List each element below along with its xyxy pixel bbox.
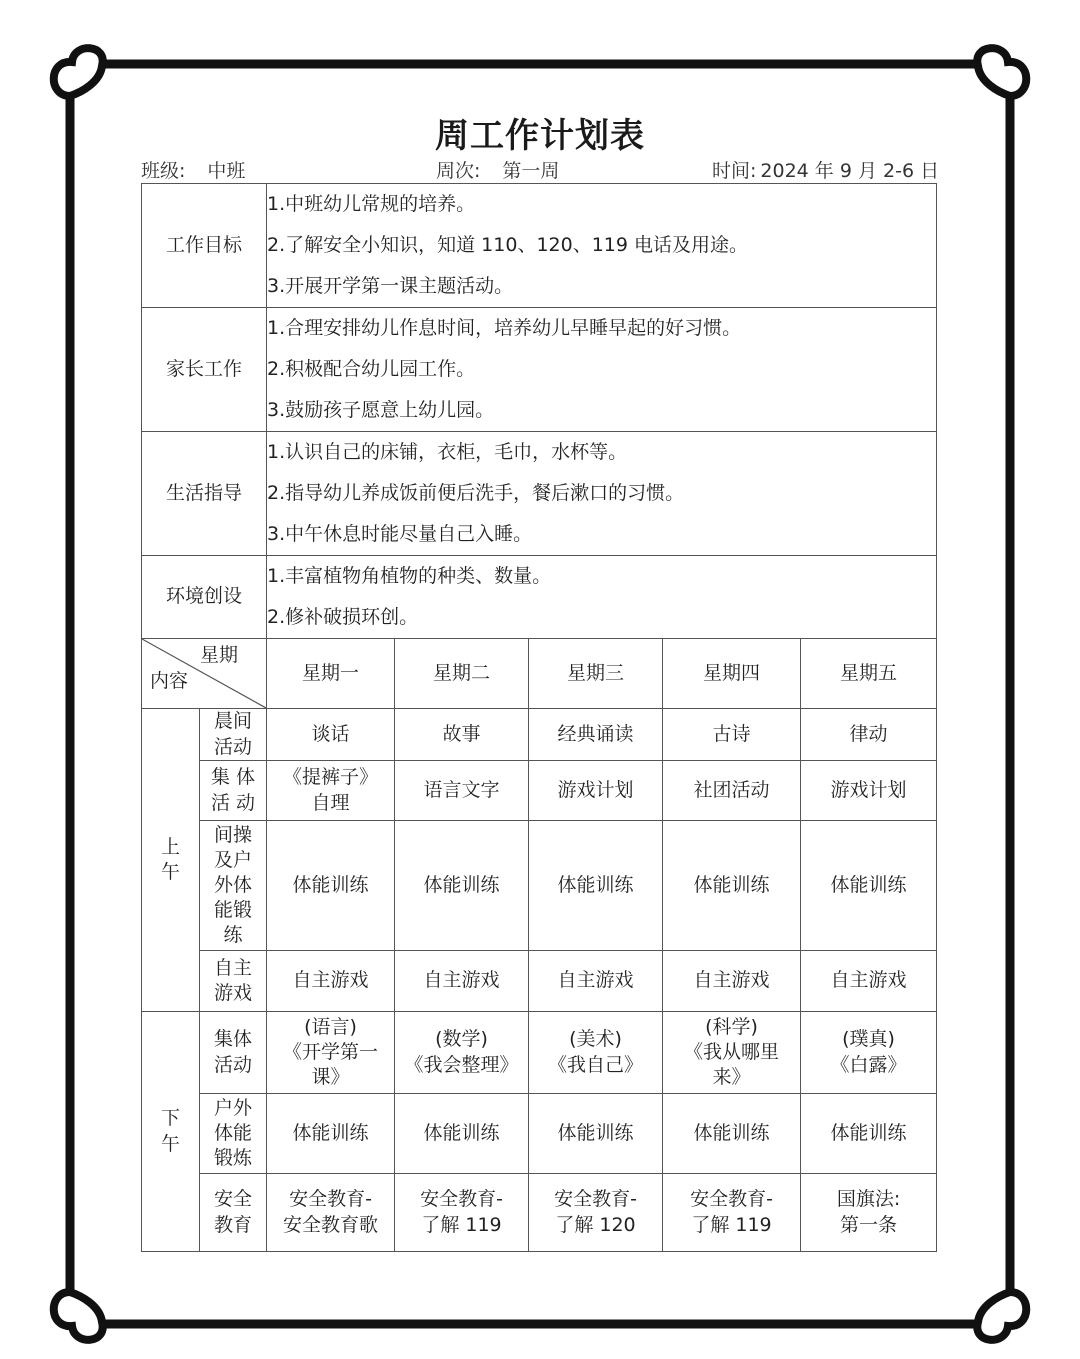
schedule-cell-text [554,1187,637,1237]
cell-line: 谈话 [311,722,350,745]
schedule-cell [663,821,801,951]
activity-line: 户外 [214,1096,253,1119]
section-item: 3.中午休息时能尽量自己入睡。 [267,522,533,545]
cell-line: 社团活动 [693,778,770,801]
schedule-cell [663,761,801,821]
section-items [267,556,937,639]
activity-label [200,761,267,821]
morning-row [142,951,937,1012]
cell-line: 安全教育- [554,1188,637,1211]
morning-row [142,761,937,821]
activity-label [200,709,267,761]
cell-line: 《开学第一 [283,1040,379,1063]
schedule-cell-text [558,968,634,993]
schedule-cell-text [837,1187,900,1237]
label-char: 午 [160,1132,180,1155]
afternoon-label-text [161,1106,180,1156]
schedule-cell [801,951,937,1012]
cell-line: 《白露》 [830,1053,907,1076]
schedule-cell [663,1012,801,1094]
week-label: 周次: [436,160,481,182]
cell-line: 体能训练 [557,1121,634,1144]
schedule-cell-text [690,1187,773,1237]
section-label: 工作目标 [142,184,267,308]
schedule-cell-text [293,968,369,993]
schedule-cell [801,821,937,951]
cell-line: 第一条 [840,1213,898,1236]
week-info [436,156,559,183]
schedule-cell [267,1094,395,1174]
activity-line: 锻炼 [214,1147,253,1170]
schedule-cell [663,1174,801,1252]
cell-line: 《我自己》 [548,1053,644,1076]
schedule-cell-text [850,722,888,747]
cell-line: 安全教育歌 [283,1213,379,1236]
cell-line: 律动 [849,722,888,745]
cell-line: 安全教育- [690,1188,773,1211]
activity-label [200,951,267,1012]
cell-line: 古诗 [712,722,751,745]
schedule-cell [529,709,663,761]
schedule-cell [529,821,663,951]
activity-label-text [211,765,255,815]
section-item: 1.中班幼儿常规的培养。 [267,192,476,215]
section-label: 生活指导 [142,432,267,556]
schedule-cell-text [283,1187,378,1237]
schedule-cell [529,1012,663,1094]
section-label: 环境创设 [142,556,267,639]
schedule-cell-text [831,873,907,898]
class-value: 中班 [207,160,246,182]
schedule-cell-text [424,873,500,898]
section-label: 家长工作 [142,308,267,432]
activity-line: 集体 [214,1028,253,1051]
activity-label-text [214,1187,252,1237]
cell-line: 体能训练 [830,1121,907,1144]
cell-line: 国旗法: [836,1188,901,1211]
cell-line: 体能训练 [292,873,369,896]
schedule-cell-text [684,1015,779,1090]
activity-label [200,1012,267,1094]
activity-line: 练 [223,924,243,947]
section-item: 2.积极配合幼儿园工作。 [267,357,476,380]
section-items [267,308,937,432]
schedule-cell [801,1174,937,1252]
activity-line: 体能 [214,1121,253,1144]
morning-row [142,821,937,951]
schedule-cell [267,761,395,821]
schedule-cell-text [405,1027,519,1077]
page-title: 周工作计划表 [435,116,645,156]
cell-line: 了解 119 [421,1213,502,1236]
schedule-cell-text [548,1027,643,1077]
schedule-cell-text [424,778,500,803]
schedule-cell [267,1012,395,1094]
section-row [142,308,937,432]
section-item: 2.修补破损环创。 [267,605,419,628]
section-item: 1.合理安排幼儿作息时间，培养幼儿早睡早起的好习惯。 [267,316,742,339]
section-item: 2.指导幼儿养成饭前便后洗手，餐后漱口的习惯。 [267,481,685,504]
activity-label-text [214,709,252,759]
activity-line: 活动 [214,735,253,758]
cell-line: 安全教育- [420,1188,503,1211]
cell-line: 来》 [712,1066,751,1089]
schedule-cell [663,709,801,761]
activity-line: 活动 [214,1053,253,1076]
cell-line: 《我会整理》 [404,1053,519,1076]
day-header: 星期四 [663,639,801,709]
schedule-cell [529,761,663,821]
label-char: 午 [160,861,180,883]
section-items [267,432,937,556]
section-item: 2.了解安全小知识，知道 110、120、119 电话及用途。 [267,233,749,256]
schedule-header-row [142,639,937,709]
schedule-cell [663,951,801,1012]
activity-label-text [214,956,252,1006]
class-label: 班级: [141,160,186,182]
activity-line: 安全 [214,1188,253,1211]
schedule-cell-text [831,1121,907,1146]
activity-label [200,1174,267,1252]
diagonal-header-cell [142,639,267,709]
day-header: 星期一 [267,639,395,709]
activity-line: 外体 [214,873,253,896]
day-header: 星期二 [395,639,529,709]
activity-line: 教育 [214,1213,253,1236]
morning-label [142,709,200,1012]
schedule-cell-text [293,873,369,898]
schedule-cell [395,709,529,761]
cell-line: 语言文字 [423,778,500,801]
schedule-cell-text [694,778,770,803]
cell-line: (美术) [569,1028,622,1051]
class-info [141,156,245,183]
activity-line: 自主 [214,956,253,979]
cell-line: 自主游戏 [557,969,634,992]
schedule-cell-text [558,722,634,747]
cell-line: 游戏计划 [557,778,634,801]
cell-line: 故事 [442,722,481,745]
schedule-cell-text [558,778,634,803]
cell-line: (璞真) [842,1028,895,1051]
schedule-cell-text [283,1015,378,1090]
section-item: 1.认识自己的床铺，衣柜，毛巾，水杯等。 [267,440,628,463]
schedule-cell [529,951,663,1012]
label-char: 上 [160,835,180,858]
schedule-cell-text [694,873,770,898]
day-header: 星期五 [801,639,937,709]
activity-line: 活 动 [210,791,256,814]
schedule-cell-text [558,873,634,898]
schedule-cell-text [424,1121,500,1146]
activity-label-text [214,1027,252,1077]
cell-line: 了解 119 [691,1213,772,1236]
cell-line: 体能训练 [693,873,770,896]
schedule-cell-text [420,1187,503,1237]
schedule-cell-text [293,1121,369,1146]
morning-row [142,709,937,761]
section-item: 3.鼓励孩子愿意上幼儿园。 [267,398,495,421]
cell-line: 自主游戏 [423,969,500,992]
schedule-cell [395,951,529,1012]
section-row [142,184,937,308]
corner-content-label: 内容 [150,669,189,692]
afternoon-label [142,1012,200,1252]
week-value: 第一周 [502,160,560,182]
activity-label [200,1094,267,1174]
cell-line: 自主游戏 [830,969,907,992]
schedule-cell [395,1012,529,1094]
schedule-cell-text [831,778,907,803]
cell-line: (科学) [705,1015,758,1038]
cell-line: (语言) [304,1015,357,1038]
cell-line: 游戏计划 [830,778,907,801]
cell-line: 体能训练 [423,1121,500,1144]
schedule-cell-text [713,722,751,747]
schedule-cell-text [831,1027,907,1077]
schedule-cell [395,1094,529,1174]
afternoon-row [142,1012,937,1094]
schedule-cell [529,1094,663,1174]
schedule-cell [801,709,937,761]
schedule-cell [267,821,395,951]
cell-line: 《提裤子》 [283,766,379,789]
day-header: 星期三 [529,639,663,709]
section-row [142,432,937,556]
date-value: 2024 年 9 月 2-6 日 [760,160,940,182]
cell-line: 课》 [311,1066,350,1089]
schedule-cell-text [558,1121,634,1146]
section-item: 1.丰富植物角植物的种类、数量。 [267,564,552,587]
schedule-cell [663,1094,801,1174]
schedule-cell-text [424,968,500,993]
date-info [712,156,939,183]
cell-line: 自理 [311,791,350,814]
cell-line: 了解 120 [555,1213,636,1236]
schedule-cell [395,1174,529,1252]
corner-day-label: 星期 [200,644,239,666]
plan-table [141,183,937,1252]
schedule-cell [267,951,395,1012]
cell-line: 自主游戏 [292,969,369,992]
schedule-cell [395,761,529,821]
cell-line: 体能训练 [557,873,634,896]
activity-line: 晨间 [214,710,253,733]
cell-line: 体能训练 [292,1121,369,1144]
schedule-cell [801,1094,937,1174]
activity-line: 游戏 [214,982,253,1004]
schedule-cell-text [694,1121,770,1146]
activity-label [200,821,267,951]
cell-line: (数学) [435,1028,488,1051]
activity-line: 能锻 [214,899,253,922]
activity-line: 间操 [214,823,253,846]
afternoon-row [142,1174,937,1252]
schedule-cell [395,821,529,951]
afternoon-row [142,1094,937,1174]
activity-line: 及户 [214,848,253,871]
section-row [142,556,937,639]
schedule-cell [267,709,395,761]
schedule-cell-text [312,722,350,747]
schedule-cell-text [443,722,481,747]
label-char: 下 [160,1107,180,1130]
cell-line: 体能训练 [693,1121,770,1144]
schedule-cell [801,1012,937,1094]
cell-line: 《我从哪里 [684,1040,780,1063]
schedule-cell-text [831,968,907,993]
schedule-cell [267,1174,395,1252]
cell-line: 经典诵读 [557,722,634,745]
schedule-cell [801,761,937,821]
cell-line: 体能训练 [830,873,907,896]
morning-label-text [161,835,180,885]
cell-line: 自主游戏 [693,969,770,992]
schedule-cell-text [694,968,770,993]
date-label: 时间: [712,160,757,182]
activity-line: 集 体 [210,766,256,789]
section-item: 3.开展开学第一课主题活动。 [267,274,514,297]
schedule-cell-text [283,765,378,815]
section-items [267,184,937,308]
cell-line: 体能训练 [423,873,500,896]
activity-label-text [214,823,252,948]
schedule-cell [529,1174,663,1252]
cell-line: 安全教育- [289,1188,372,1211]
activity-label-text [214,1096,252,1171]
